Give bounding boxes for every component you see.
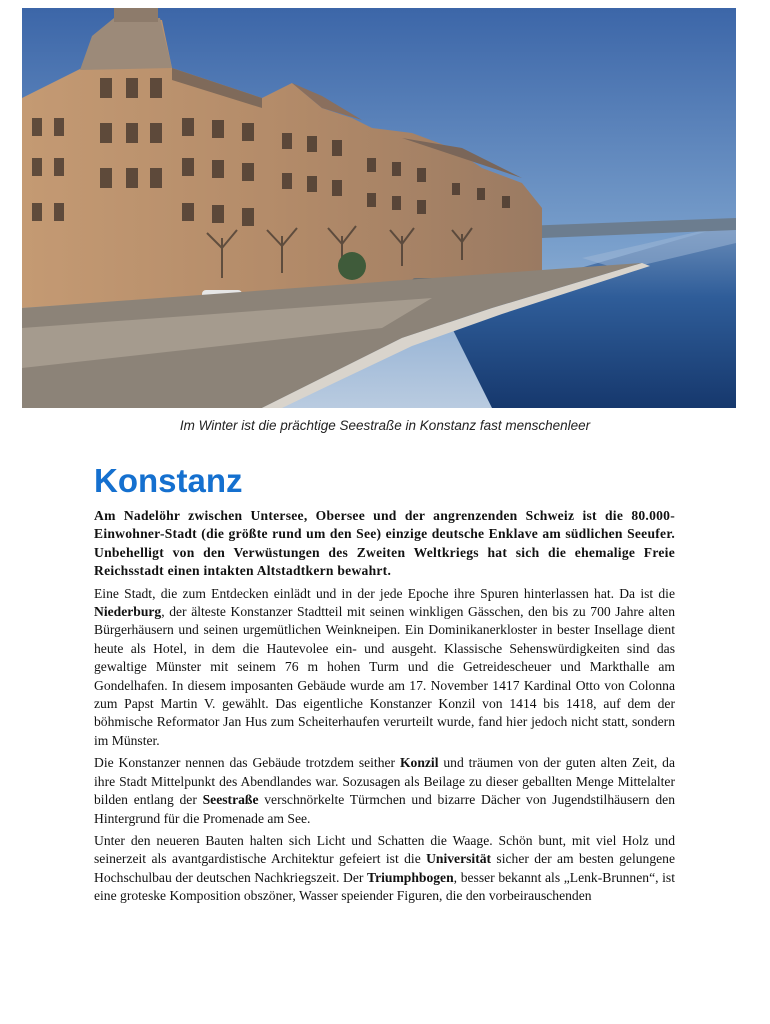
photo-caption: Im Winter ist die prächtige Seestraße in Konstanz fast menschenleer xyxy=(179,418,591,433)
paragraph-2: Die Konstanzer nennen das Gebäude trotzdem seither Konzil und träumen von der guten alten Zeit, da ihre Stadt Mittelpunkt des Abendlandes war. Sozusagen als Beilage zu dieser geballten Menge Mittelalter bilden entlang der Seestraße verschnörkelte Türmchen und bizarre Dächer von Jugendstilhäusern den Hintergrund für die Promenade am See. xyxy=(94,755,675,826)
article-body xyxy=(94,507,675,910)
lakeside-promenade-photo xyxy=(22,8,736,408)
term-seestrasse: Seestraße xyxy=(202,792,259,808)
term-universitaet: Universität xyxy=(426,851,492,867)
term-triumphbogen: Triumphbogen xyxy=(367,869,454,885)
term-konzil: Konzil xyxy=(399,755,439,771)
term-niederburg: Niederburg xyxy=(94,604,162,620)
page-title: Konstanz xyxy=(94,462,243,499)
paragraph-1: Eine Stadt, die zum Entdecken einlädt und in der jede Epoche ihre Spuren hinterlassen hat. Da ist die Niederburg, der älteste Konstanzer Stadtteil mit seinen winkligen Gässchen, den bis zu 700 Jahre alten Bürgerhäusern und seinen urgemütlichen Weinkneipen. Ein Dominikanerkloster in bester Insellage dient heute als Hotel, in dem die Hautevolee ein- und ausgeht. Klassische Sehenswürdigkeiten sind das gewaltige Münster mit seinem 76 m hohen Turm und die Getreidescheuer und Markthalle am Gondelhafen. In diesem imposanten Gebäude wurde am 17. November 1417 Kardinal Otto von Colonna zum Papst Martin V. gewählt. Das eigentliche Konstanzer Konzil von 1414 bis 1418, auf dem der böhmische Reformator Jan Hus zum Scheiterhaufen verurteilt wurde, fand hier jedoch nicht statt, sondern im Münster. xyxy=(94,585,675,748)
lead-paragraph: Am Nadelöhr zwischen Untersee, Obersee und der angrenzenden Schweiz ist die 80.000-Einwohner-Stadt (die größte rund um den See) einzige deutsche Enklave am südlichen Seeufer. Unbehelligt von den Verwüstungen des Zweiten Weltkriegs hat sich die ehemalige Freie Reichsstadt einen intakten Altstadtkern bewahrt. xyxy=(94,508,675,579)
paragraph-3: Unter den neueren Bauten halten sich Licht und Schatten die Waage. Schön bunt, mit viel Holz und seinerzeit als avantgardistische Architektur gefeiert ist die Universität sicher der am besten gelungene Hochschulbau der deutschen Nachkriegszeit. Der Triumphbogen, besser bekannt als „Lenk-Brunnen“, ist eine groteske Komposition obszöner, Wasser speiender Figuren, die den vorbeirauschenden xyxy=(94,832,675,904)
